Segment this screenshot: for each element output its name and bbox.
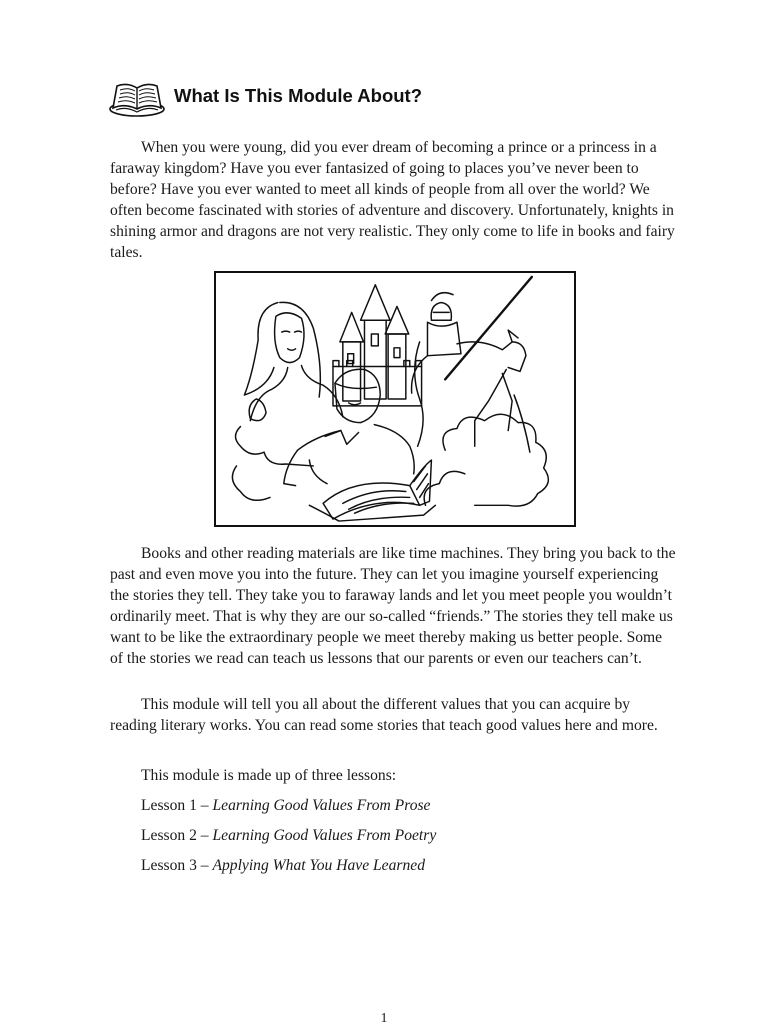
lesson-2 <box>141 825 436 846</box>
lesson-3-prefix: Lesson 3 – <box>141 857 213 874</box>
lesson-1-prefix: Lesson 1 – <box>141 797 213 814</box>
story-illustration <box>214 271 576 527</box>
intro-paragraph: When you were young, did you ever dream of becoming a prince or a princess in a faraway kingdom? Have you ever fantasized of going to places you’ve never been to before? Have you ever wanted to meet all kinds of people from all over the world? We often become fascinated with stories of adventure and discovery. Unfortunately, knights in shining armor and dragons are not very realistic. They only come to life in books and fairy tales. <box>110 139 675 261</box>
lessons-intro: This module is made up of three lessons: <box>141 767 397 784</box>
books-paragraph: Books and other reading materials are like time machines. They bring you back to the past and even move you into the future. They can let you imagine yourself experiencing the stories they tell. They take you to faraway lands and let you meet people you wouldn’t ordinarily meet. That is why they are our so-called “friends.” The stories they tell make us want to be like the extraordinary people we meet thereby making us better people. Some of the stories we read can teach us lessons that our parents or even our teachers can’t. <box>110 545 676 667</box>
page-title: What Is This Module About? <box>174 85 423 106</box>
lesson-2-title: Learning Good Values From Poetry <box>212 827 437 844</box>
lesson-1 <box>141 795 430 816</box>
section-header <box>108 74 422 118</box>
lesson-2-prefix: Lesson 2 – <box>141 827 213 844</box>
lesson-3-title: Applying What You Have Learned <box>212 857 425 874</box>
lesson-1-title: Learning Good Values From Prose <box>212 797 431 814</box>
open-book-icon <box>108 74 166 118</box>
module-paragraph: This module will tell you all about the different values that you can acquire by reading literary works. You can read some stories that teach good values here and more. <box>110 696 658 734</box>
lesson-3 <box>141 855 425 876</box>
page-number: 1 <box>380 1011 388 1026</box>
illustration-drawing <box>216 273 574 525</box>
